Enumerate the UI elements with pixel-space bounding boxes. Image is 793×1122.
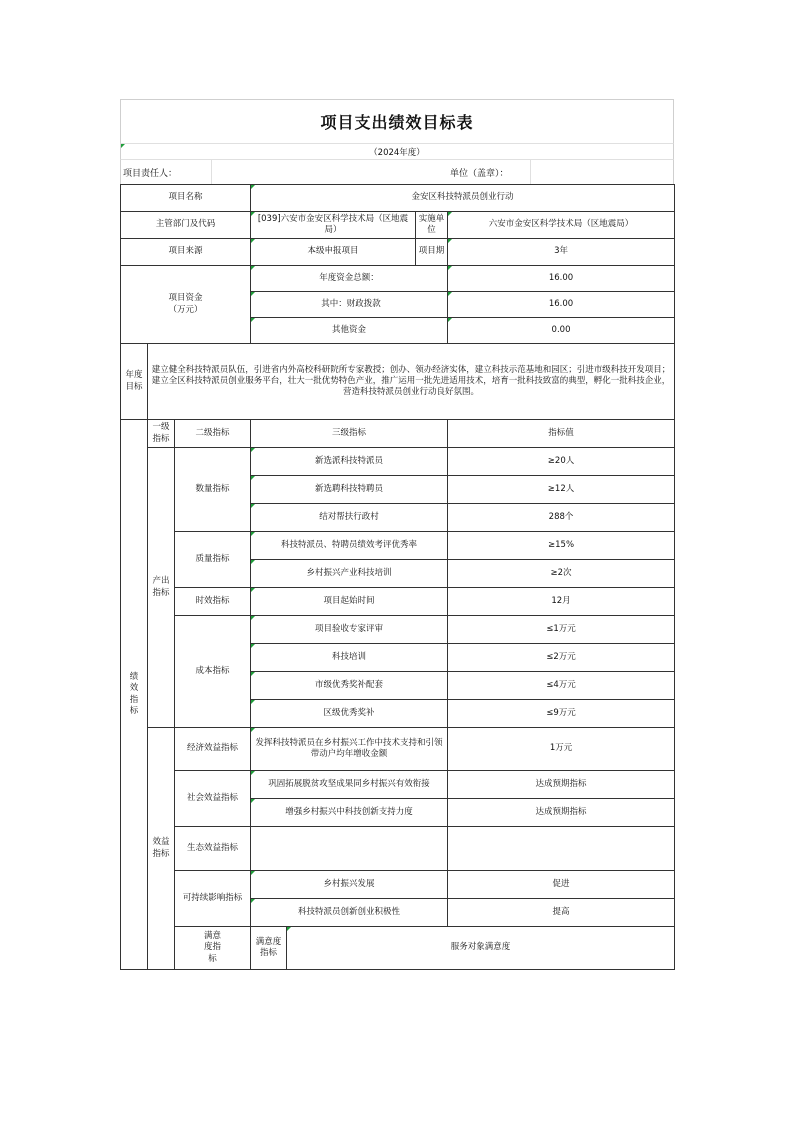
indicator-name[interactable]: 乡村振兴发展	[251, 871, 448, 899]
indicator-value[interactable]: ≥20人	[448, 448, 675, 476]
indicator-name[interactable]	[251, 827, 448, 871]
col-level2-header: 二级指标	[175, 420, 251, 448]
indicator-name[interactable]: 项目验收专家评审	[251, 616, 448, 644]
indicator-value[interactable]: 达成预期指标	[448, 799, 675, 827]
department-row	[121, 212, 675, 239]
project-name-row	[121, 185, 675, 212]
page-title: 项目支出绩效目标表	[320, 113, 474, 132]
output-indicators-label	[148, 448, 175, 728]
indicator-name[interactable]: 结对帮扶行政村	[251, 504, 448, 532]
indicator-value[interactable]: 1万元	[448, 728, 675, 771]
fiscal-year: （2024年度）	[369, 147, 425, 158]
project-source-value[interactable]: 本级申报项目	[251, 239, 416, 266]
table-row	[121, 927, 675, 970]
indicator-name[interactable]: 乡村振兴产业科技培训	[251, 560, 448, 588]
project-period-label: 项目期	[416, 239, 448, 266]
indicator-header-row	[121, 420, 675, 448]
source-row	[121, 239, 675, 266]
indicator-name[interactable]: 市级优秀奖补配套	[251, 672, 448, 700]
annual-goal-label-text: 年度目标	[125, 370, 143, 392]
annual-goal-text[interactable]: 建立健全科技特派员队伍，引进省内外高校科研院所专家教授；创办、领办经济实体，建立科技示范基地和园区；引进市级科技开发项目；建立全区科技特派员创业服务平台，壮大一批优势特色产业，推广运用一批先进适用技术，培育一批科技致富的典型，孵化一批科技企业，营造科技特派员创业行动良好氛围。	[148, 344, 675, 420]
indicator-name[interactable]: 新选派科技特派员	[251, 448, 448, 476]
funds-total-label: 年度资金总额：	[251, 266, 448, 292]
project-name-value[interactable]: 金安区科技特派员创业行动	[251, 185, 675, 212]
indicator-value[interactable]: ≤9万元	[448, 700, 675, 728]
implementing-unit-value[interactable]: 六安市金安区科学技术局（区地震局）	[448, 212, 675, 239]
col-level3-header: 三级指标	[251, 420, 448, 448]
sustainable-indicators-label: 可持续影响指标	[175, 871, 251, 927]
indicator-name[interactable]: 巩固拓展脱贫攻坚成果同乡村振兴有效衔接	[251, 771, 448, 799]
satisfaction-indicators-label-text: 满意度指标	[203, 931, 221, 964]
funds-total-value[interactable]: 16.00	[448, 266, 675, 292]
table-row	[121, 448, 675, 476]
project-funds-label	[121, 266, 251, 344]
col-level1-header-text: 一级指标	[152, 422, 170, 444]
indicator-value[interactable]: ≤2万元	[448, 644, 675, 672]
indicator-name[interactable]: 发挥科技特派员在乡村振兴工作中技术支持和引领带动户均年增收金额	[251, 728, 448, 771]
performance-table	[120, 184, 675, 970]
project-period-value[interactable]: 3年	[448, 239, 675, 266]
col-level1-header	[148, 420, 175, 448]
indicator-value[interactable]: 促进	[448, 871, 675, 899]
indicator-value[interactable]: 12月	[448, 588, 675, 616]
project-name-label: 项目名称	[121, 185, 251, 212]
indicator-value[interactable]: 提高	[448, 899, 675, 927]
indicator-name[interactable]: 服务对象满意度	[287, 927, 675, 970]
table-row	[121, 588, 675, 616]
table-row	[121, 616, 675, 644]
indicator-value[interactable]	[448, 827, 675, 871]
economic-indicators-label: 经济效益指标	[175, 728, 251, 771]
benefit-indicators-label-text: 效益指标	[152, 837, 170, 859]
funds-fiscal-label: 其中：财政拨款	[251, 292, 448, 318]
annual-goal-row	[121, 344, 675, 420]
cost-indicators-label: 成本指标	[175, 616, 251, 728]
title-row	[120, 99, 674, 143]
indicator-name[interactable]: 科技特派员、特聘员绩效考评优秀率	[251, 532, 448, 560]
performance-target-sheet	[120, 99, 674, 970]
funds-other-value[interactable]: 0.00	[448, 318, 675, 344]
table-row	[121, 532, 675, 560]
indicator-value[interactable]: 达成预期指标	[448, 771, 675, 799]
indicator-name[interactable]: 科技培训	[251, 644, 448, 672]
performance-indicators-label-text: 绩效指标	[129, 672, 139, 716]
funds-other-label: 其他资金	[251, 318, 448, 344]
department-value[interactable]: [039]六安市金安区科学技术局（区地震局）	[251, 212, 416, 239]
indicator-name[interactable]: 区级优秀奖补	[251, 700, 448, 728]
indicator-value[interactable]: ≥2次	[448, 560, 675, 588]
satisfaction-sub-label: 满意度指标	[251, 927, 287, 970]
indicator-value[interactable]: ≤4万元	[448, 672, 675, 700]
indicator-name[interactable]: 增强乡村振兴中科技创新支持力度	[251, 799, 448, 827]
implementing-unit-label: 实施单位	[416, 212, 448, 239]
department-label: 主管部门及代码	[121, 212, 251, 239]
funds-fiscal-value[interactable]: 16.00	[448, 292, 675, 318]
funds-total-row	[121, 266, 675, 292]
ecological-indicators-label: 生态效益指标	[175, 827, 251, 871]
responsible-row	[120, 159, 674, 184]
indicator-value[interactable]: ≥12人	[448, 476, 675, 504]
indicator-value[interactable]: 288个	[448, 504, 675, 532]
indicator-value[interactable]: ≥15%	[448, 532, 675, 560]
table-row	[121, 871, 675, 899]
table-row	[121, 827, 675, 871]
project-funds-label-text: 项目资金（万元）	[168, 293, 203, 315]
year-row	[120, 143, 674, 159]
unit-seal-value[interactable]	[530, 160, 673, 184]
indicator-name[interactable]: 新选聘科技特聘员	[251, 476, 448, 504]
annual-goal-label	[121, 344, 148, 420]
project-source-label: 项目来源	[121, 239, 251, 266]
output-indicators-label-text: 产出指标	[152, 576, 170, 598]
social-indicators-label: 社会效益指标	[175, 771, 251, 827]
indicator-name[interactable]: 科技特派员创新创业积极性	[251, 899, 448, 927]
indicator-name[interactable]: 项目起始时间	[251, 588, 448, 616]
quantity-indicators-label: 数量指标	[175, 448, 251, 532]
benefit-indicators-label	[148, 728, 175, 970]
table-row	[121, 728, 675, 771]
indicator-value[interactable]: ≤1万元	[448, 616, 675, 644]
satisfaction-indicators-label	[175, 927, 251, 970]
responsible-label: 项目责任人：	[123, 168, 178, 179]
quality-indicators-label: 质量指标	[175, 532, 251, 588]
table-row	[121, 771, 675, 799]
responsible-value[interactable]	[211, 160, 390, 184]
unit-seal-label: 单位（盖章）：	[450, 168, 509, 179]
timeliness-indicators-label: 时效指标	[175, 588, 251, 616]
performance-indicators-label	[121, 420, 148, 970]
col-value-header: 指标值	[448, 420, 675, 448]
